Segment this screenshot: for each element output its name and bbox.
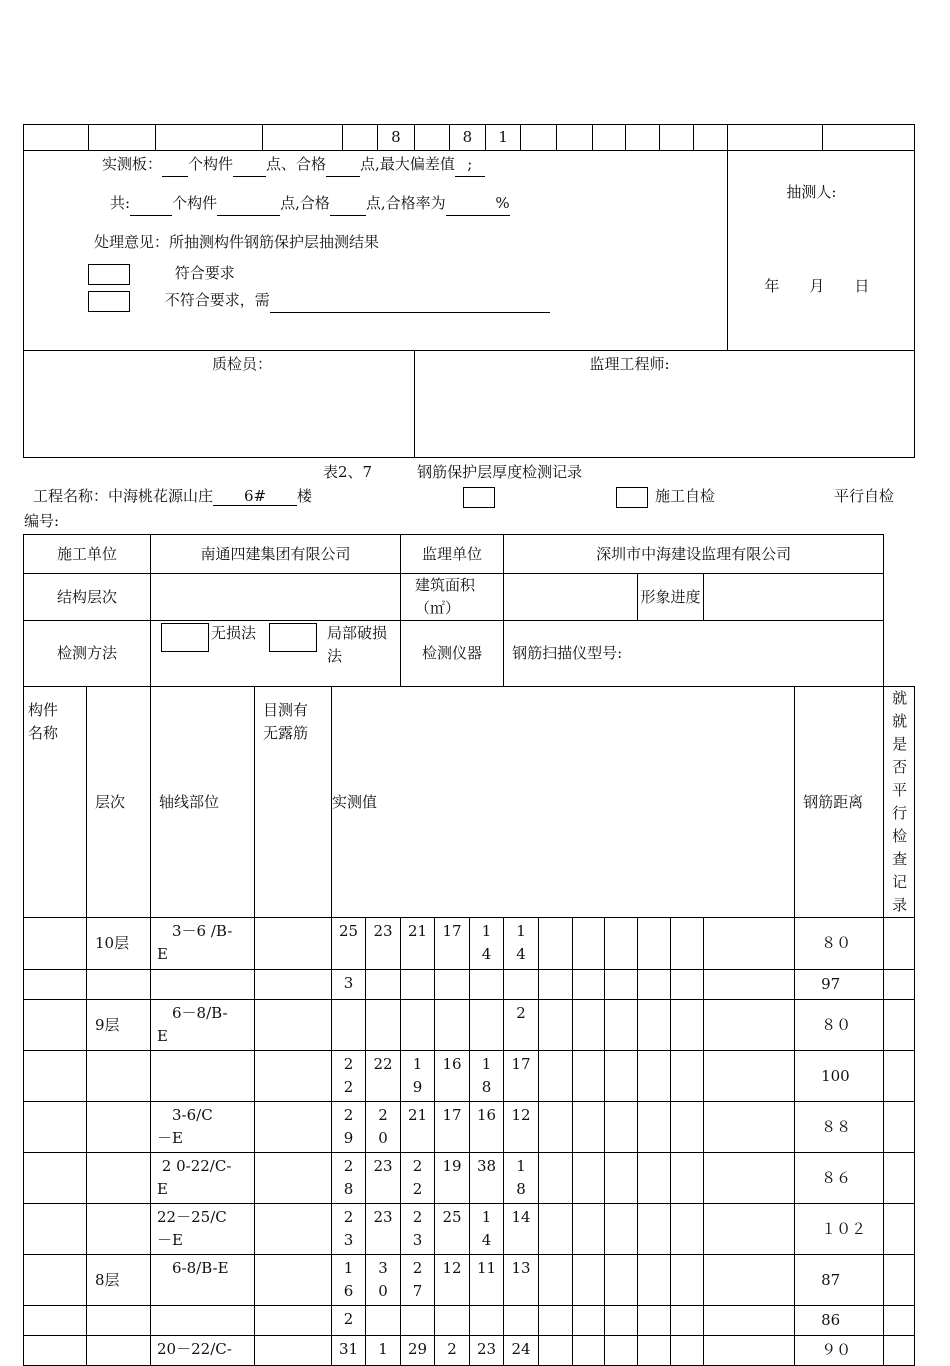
- floor-cell: [87, 1204, 151, 1255]
- supervision-unit-label: 监理单位: [401, 535, 504, 574]
- parallel-record-cell: [884, 918, 915, 970]
- rebar-spacing-cell: ８０: [795, 918, 884, 970]
- measured-value-cell: 23: [366, 918, 401, 970]
- measured-value-cell: 2 8: [332, 1153, 366, 1204]
- measured-value-cell: [539, 1102, 573, 1153]
- inspector-label: 抽测人:: [786, 183, 837, 201]
- col-axis: 轴线部位: [151, 687, 255, 918]
- method-row: [24, 621, 915, 687]
- measured-value-cell: 31: [332, 1336, 366, 1366]
- measured-value-cell: [671, 1102, 704, 1153]
- floor-cell: 8层: [87, 1255, 151, 1306]
- measured-value-cell: [605, 1000, 638, 1051]
- measured-value-cell: [671, 1255, 704, 1306]
- measured-value-cell: 23: [366, 1204, 401, 1255]
- measured-value-cell: [435, 1000, 470, 1051]
- previous-form-last-row: [24, 125, 915, 151]
- construction-unit-value: 南通四建集团有限公司: [151, 535, 401, 574]
- component-name-cell: [24, 1000, 87, 1051]
- measured-value-cell: [638, 1204, 671, 1255]
- measured-value-cell: [704, 1306, 795, 1336]
- unit-row: [24, 535, 915, 574]
- table-row: [24, 1051, 915, 1102]
- measured-value-cell: 12: [504, 1102, 539, 1153]
- method-options: [151, 621, 401, 687]
- axis-cell: 6-8/B-E: [151, 1255, 255, 1306]
- measured-value-cell: [605, 1204, 638, 1255]
- measured-value-cell: [401, 970, 435, 1000]
- measured-value-cell: [573, 1000, 605, 1051]
- parallel-record-cell: [884, 1000, 915, 1051]
- measured-value-cell: 2: [504, 1000, 539, 1051]
- prev-cell: [592, 125, 625, 151]
- measured-value-cell: 2: [332, 1306, 366, 1336]
- visual-check-cell: [255, 970, 332, 1000]
- floor-cell: [87, 1102, 151, 1153]
- structure-level-label: 结构层次: [24, 574, 151, 621]
- prev-cell: [694, 125, 728, 151]
- measured-value-cell: 2 2: [401, 1153, 435, 1204]
- measured-value-cell: [638, 1102, 671, 1153]
- measured-value-cell: [638, 1000, 671, 1051]
- building-area-label: 建筑面积（㎡）: [401, 574, 504, 621]
- measured-value-cell: 3: [332, 970, 366, 1000]
- table-row: [24, 1000, 915, 1051]
- conforms-checkbox[interactable]: [88, 264, 130, 285]
- construction-unit-label: 施工单位: [24, 535, 151, 574]
- visual-check-cell: [255, 918, 332, 970]
- measured-value-cell: [401, 1000, 435, 1051]
- rebar-spacing-cell: ９０: [795, 1336, 884, 1366]
- measured-value-cell: [539, 1153, 573, 1204]
- rebar-spacing-cell: 86: [795, 1306, 884, 1336]
- measured-value-cell: [605, 1102, 638, 1153]
- measured-value-cell: [573, 1153, 605, 1204]
- summary-row: [24, 151, 915, 351]
- prev-cell: [822, 125, 914, 151]
- rebar-spacing-cell: 100: [795, 1051, 884, 1102]
- measured-value-cell: 25: [435, 1204, 470, 1255]
- record-number-label: 编号:: [24, 512, 60, 530]
- measured-value-cell: 23: [366, 1153, 401, 1204]
- measured-value-cell: [470, 1306, 504, 1336]
- form-title: 表2、7 钢筋保护层厚度检测记录: [323, 463, 583, 481]
- handling-opinion: 处理意见：所抽测构件钢筋保护层抽测结果: [94, 233, 380, 251]
- component-name-cell: [24, 1255, 87, 1306]
- measured-value-cell: 2 3: [401, 1204, 435, 1255]
- measured-value-cell: 21: [401, 1102, 435, 1153]
- parallel-record-cell: [884, 1306, 915, 1336]
- measured-value-cell: 17: [435, 1102, 470, 1153]
- measured-value-cell: [671, 1306, 704, 1336]
- prev-cell: [625, 125, 659, 151]
- measured-value-cell: [671, 1204, 704, 1255]
- floor-cell: [87, 1153, 151, 1204]
- measurement-rows: [24, 918, 915, 1366]
- visual-check-cell: [255, 1255, 332, 1306]
- measured-value-cell: 3 0: [366, 1255, 401, 1306]
- measured-value-cell: 2 3: [332, 1204, 366, 1255]
- measured-value-cell: [638, 1255, 671, 1306]
- measured-value-cell: [366, 1306, 401, 1336]
- measured-value-cell: [704, 1000, 795, 1051]
- measured-value-cell: 29: [401, 1336, 435, 1366]
- building-area-value[interactable]: [504, 574, 638, 621]
- measured-value-cell: [573, 1102, 605, 1153]
- parallel-record-cell: [884, 970, 915, 1000]
- component-name-cell: [24, 1153, 87, 1204]
- measured-value-cell: [573, 1306, 605, 1336]
- measured-value-cell: [573, 1204, 605, 1255]
- measured-value-cell: 1: [366, 1336, 401, 1366]
- option-not-conforms: [88, 289, 550, 313]
- rebar-cover-record-table: [23, 534, 915, 1366]
- quality-inspector-label: 质检员：: [212, 355, 273, 373]
- measured-value-cell: 22: [366, 1051, 401, 1102]
- measured-value-cell: [671, 970, 704, 1000]
- measured-value-cell: [573, 970, 605, 1000]
- table-row: [24, 970, 915, 1000]
- axis-cell: [151, 1051, 255, 1102]
- prev-cell: [728, 125, 822, 151]
- measured-value-cell: 25: [332, 918, 366, 970]
- measured-value-cell: [332, 1000, 366, 1051]
- measured-value-cell: 2: [435, 1336, 470, 1366]
- measured-value-cell: [605, 1051, 638, 1102]
- prev-cell: [263, 125, 343, 151]
- measured-value-cell: 17: [504, 1051, 539, 1102]
- prev-cell: [155, 125, 263, 151]
- axis-cell: 20－22/C-: [151, 1336, 255, 1366]
- measured-value-cell: [605, 970, 638, 1000]
- measured-value-cell: [605, 918, 638, 970]
- measured-value-cell: 24: [504, 1336, 539, 1366]
- prev-cell: 8: [449, 125, 485, 151]
- component-name-cell: [24, 918, 87, 970]
- measured-value-cell: 16: [435, 1051, 470, 1102]
- rebar-spacing-cell: 87: [795, 1255, 884, 1306]
- table-row: [24, 1102, 915, 1153]
- progress-label: 形象进度: [638, 574, 704, 621]
- col-rebar-spacing: 钢筋距离: [795, 687, 884, 918]
- measured-value-cell: [671, 1336, 704, 1366]
- measured-value-cell: [704, 1336, 795, 1366]
- measured-value-cell: 2 2: [332, 1051, 366, 1102]
- component-name-cell: [24, 1204, 87, 1255]
- measured-value-cell: [605, 1255, 638, 1306]
- measured-value-cell: [539, 1051, 573, 1102]
- parallel-record-cell: [884, 1204, 915, 1255]
- measured-value-cell: [671, 1000, 704, 1051]
- visual-check-cell: [255, 1153, 332, 1204]
- measured-value-cell: 1 4: [504, 918, 539, 970]
- self-check-checkbox[interactable]: [616, 487, 648, 508]
- measured-value-cell: 2 0: [366, 1102, 401, 1153]
- measured-value-cell: [704, 918, 795, 970]
- visual-check-cell: [255, 1051, 332, 1102]
- measured-value-cell: [605, 1306, 638, 1336]
- measured-value-cell: [504, 1306, 539, 1336]
- rebar-spacing-cell: ８０: [795, 1000, 884, 1051]
- measured-value-cell: [704, 1255, 795, 1306]
- visual-check-cell: [255, 1306, 332, 1336]
- prev-cell: 1: [486, 125, 521, 151]
- measured-value-cell: [605, 1153, 638, 1204]
- rebar-spacing-cell: ８６: [795, 1153, 884, 1204]
- measured-value-cell: 1 4: [470, 1204, 504, 1255]
- measured-value-cell: [704, 1051, 795, 1102]
- prev-cell: [557, 125, 592, 151]
- visual-check-cell: [255, 1000, 332, 1051]
- measured-value-cell: [470, 970, 504, 1000]
- conforms-label: 符合要求: [174, 264, 235, 282]
- supervision-unit-value: 深圳市中海建设监理有限公司: [504, 535, 884, 574]
- measured-value-cell: 21: [401, 918, 435, 970]
- table-row: [24, 1153, 915, 1204]
- axis-cell: 3－6 /B- E: [151, 918, 255, 970]
- summary-line-1: 实测板： 个构件 点、合格 点,最大偏差值 ;: [102, 153, 485, 177]
- floor-cell: [87, 1306, 151, 1336]
- measured-value-cell: [638, 1051, 671, 1102]
- measured-value-cell: 2 9: [332, 1102, 366, 1153]
- measured-value-cell: 19: [435, 1153, 470, 1204]
- measured-value-cell: [704, 1153, 795, 1204]
- instrument-model: 钢筋扫描仪型号:: [504, 621, 884, 687]
- building-number: 6#: [213, 487, 297, 506]
- progress-value[interactable]: [704, 574, 884, 621]
- component-name-cell: [24, 1336, 87, 1366]
- measured-value-cell: [671, 1153, 704, 1204]
- inspector-cell: [728, 151, 915, 351]
- rebar-spacing-cell: ８８: [795, 1102, 884, 1153]
- axis-cell: 3-6/C －E: [151, 1102, 255, 1153]
- measured-value-cell: [573, 1336, 605, 1366]
- parallel-record-cell: [884, 1051, 915, 1102]
- signature-row: [24, 351, 915, 458]
- measured-value-cell: [366, 970, 401, 1000]
- method-label: 检测方法: [24, 621, 151, 687]
- project-name-line: [33, 485, 312, 506]
- quality-inspector-cell: [24, 351, 415, 458]
- measured-value-cell: [539, 970, 573, 1000]
- floor-cell: 10层: [87, 918, 151, 970]
- nondestructive-checkbox[interactable]: [161, 623, 209, 652]
- summary-line-2: 共: 个构件 点,合格 点,合格率为 %: [110, 192, 510, 216]
- visual-check-cell: [255, 1336, 332, 1366]
- measured-value-cell: [573, 1051, 605, 1102]
- axis-cell: 2 0-22/C- E: [151, 1153, 255, 1204]
- structure-row: [24, 574, 915, 621]
- measured-value-cell: [401, 1306, 435, 1336]
- measured-value-cell: 1 6: [332, 1255, 366, 1306]
- measured-value-cell: 16: [470, 1102, 504, 1153]
- parallel-record-cell: [884, 1153, 915, 1204]
- measured-value-cell: 14: [504, 1204, 539, 1255]
- measured-value-cell: 2 7: [401, 1255, 435, 1306]
- parallel-record-cell: [884, 1336, 915, 1366]
- parallel-record-cell: [884, 1255, 915, 1306]
- prev-cell: [24, 125, 89, 151]
- axis-cell: [151, 1306, 255, 1336]
- col-visual-exposed: 目测有 无露筋: [255, 687, 332, 918]
- floor-cell: 9层: [87, 1000, 151, 1051]
- component-name-cell: [24, 970, 87, 1000]
- axis-cell: 22－25/C －E: [151, 1204, 255, 1255]
- table-row: [24, 1336, 915, 1366]
- measured-value-cell: [704, 1102, 795, 1153]
- prev-cell: [343, 125, 378, 151]
- component-name-cell: [24, 1051, 87, 1102]
- measured-value-cell: [671, 1051, 704, 1102]
- self-check-label: 施工自检: [655, 487, 716, 505]
- measured-value-cell: [638, 918, 671, 970]
- col-floor: 层次: [87, 687, 151, 918]
- measured-value-cell: [470, 1000, 504, 1051]
- prev-cell: [521, 125, 557, 151]
- table-row: [24, 1255, 915, 1306]
- floor-cell: [87, 1051, 151, 1102]
- measured-value-cell: [573, 918, 605, 970]
- measured-value-cell: [539, 1000, 573, 1051]
- structure-level-value[interactable]: [151, 574, 401, 621]
- inspector-date: 年 月 日: [764, 277, 870, 295]
- measured-value-cell: [638, 970, 671, 1000]
- col-measured-values: 实测值: [332, 687, 795, 918]
- not-conforms-label: 不符合要求，需: [164, 291, 270, 309]
- prev-cell: [660, 125, 694, 151]
- measured-value-cell: [704, 1204, 795, 1255]
- floor-cell: [87, 1336, 151, 1366]
- instrument-label: 检测仪器: [401, 621, 504, 687]
- measured-value-cell: 1 8: [504, 1153, 539, 1204]
- measured-value-cell: [671, 918, 704, 970]
- option-conforms: [88, 262, 235, 285]
- parallel-record-cell: [884, 1102, 915, 1153]
- measured-value-cell: [539, 1306, 573, 1336]
- measured-value-cell: 23: [470, 1336, 504, 1366]
- axis-cell: 6－8/B- E: [151, 1000, 255, 1051]
- parallel-check-label: 平行自检: [834, 487, 895, 505]
- rebar-spacing-cell: 97: [795, 970, 884, 1000]
- project-name-label: 工程名称：中海桃花源山庄: [33, 487, 214, 505]
- not-conforms-checkbox[interactable]: [88, 291, 130, 312]
- measured-value-cell: 1 8: [470, 1051, 504, 1102]
- table-row: [24, 1306, 915, 1336]
- measured-value-cell: [638, 1336, 671, 1366]
- measured-value-cell: [573, 1255, 605, 1306]
- prev-cell: [414, 125, 449, 151]
- measured-value-cell: [704, 970, 795, 1000]
- building-suffix: 楼: [297, 487, 313, 505]
- supervisor-label: 监理工程师:: [589, 355, 670, 373]
- measured-value-cell: [539, 918, 573, 970]
- measured-value-cell: [366, 1000, 401, 1051]
- measured-value-cell: 38: [470, 1153, 504, 1204]
- local-destructive-checkbox[interactable]: [269, 623, 317, 652]
- previous-form-table: [23, 124, 915, 458]
- measured-value-cell: 11: [470, 1255, 504, 1306]
- column-header-row: [24, 687, 915, 918]
- measured-value-cell: 13: [504, 1255, 539, 1306]
- local-destructive-label: 局部破损法: [327, 624, 388, 665]
- measured-value-cell: [539, 1255, 573, 1306]
- measured-value-cell: 17: [435, 918, 470, 970]
- measured-value-cell: [638, 1153, 671, 1204]
- axis-cell: [151, 970, 255, 1000]
- prev-cell: 8: [378, 125, 414, 151]
- prev-cell: [89, 125, 155, 151]
- measured-value-cell: [638, 1306, 671, 1336]
- visual-check-cell: [255, 1204, 332, 1255]
- component-name-cell: [24, 1102, 87, 1153]
- measured-value-cell: [504, 970, 539, 1000]
- floor-cell: [87, 970, 151, 1000]
- measured-value-cell: 1 4: [470, 918, 504, 970]
- parallel-check-checkbox[interactable]: [463, 487, 495, 508]
- supervisor-cell: [414, 351, 914, 458]
- table-row: [24, 1204, 915, 1255]
- measured-value-cell: [435, 970, 470, 1000]
- col-component-name: 构件 名称: [24, 687, 87, 918]
- visual-check-cell: [255, 1102, 332, 1153]
- nondestructive-label: 无损法: [211, 624, 257, 642]
- col-parallel-record: 就就是否 平行检查 记录: [884, 687, 915, 918]
- rebar-spacing-cell: １０２: [795, 1204, 884, 1255]
- measured-value-cell: [605, 1336, 638, 1366]
- measured-value-cell: [435, 1306, 470, 1336]
- component-name-cell: [24, 1306, 87, 1336]
- measured-value-cell: 1 9: [401, 1051, 435, 1102]
- measured-value-cell: 12: [435, 1255, 470, 1306]
- summary-cell: [24, 151, 728, 351]
- measured-value-cell: [539, 1336, 573, 1366]
- table-row: [24, 918, 915, 970]
- measured-value-cell: [539, 1204, 573, 1255]
